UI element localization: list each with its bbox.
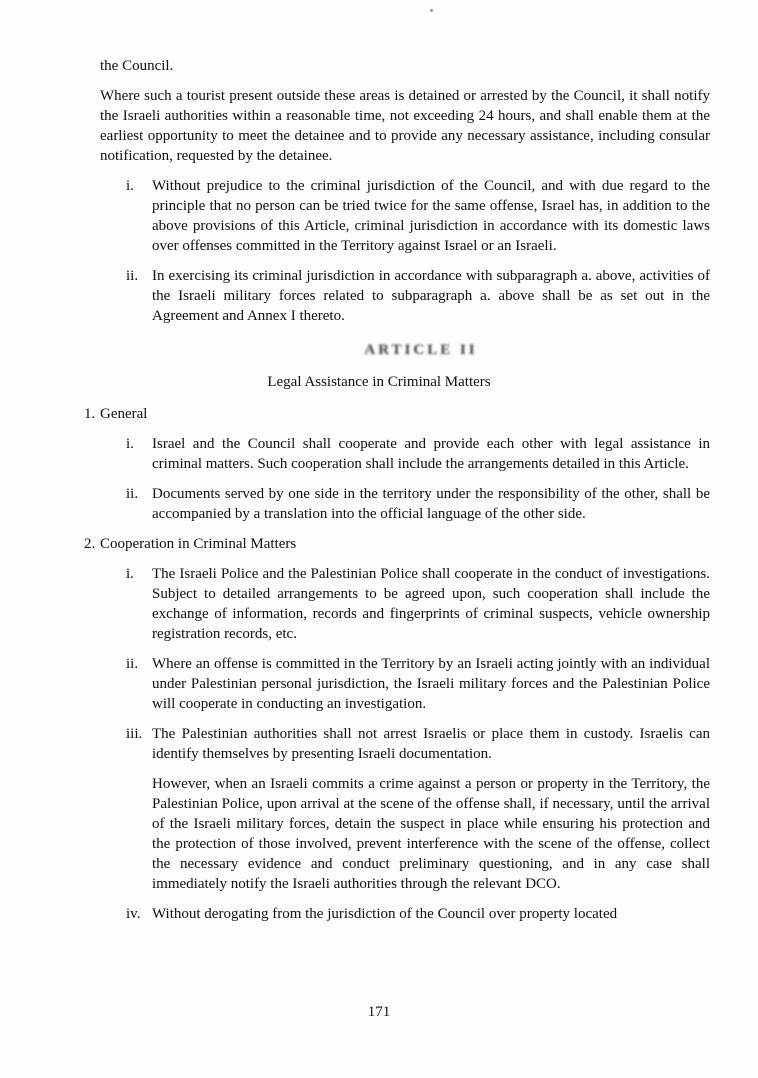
section-title: General — [100, 406, 148, 422]
list-item-text: Where an offense is committed in the Territory by an Israeli acting jointly with an individual under Palestinian personal jurisdiction, the Israeli military forces and the Palestinian Police will cooperate in conducting an investigation. — [152, 656, 710, 712]
list-item-text: Documents served by one side in the territory under the responsibility of the other, shall be accompanied by a translation into the official language of the other side. — [152, 486, 710, 522]
list-marker: ii. — [126, 268, 139, 284]
list-item-text: In exercising its criminal jurisdiction in accordance with subparagraph a. above, activities of the Israeli military forces related to subparagraph a. above shall be as set out in the Agreement and Annex I thereto. — [152, 268, 710, 324]
section-number: 1. — [84, 406, 96, 422]
section-1-heading — [84, 404, 710, 424]
list-item-sub-ii — [100, 266, 710, 326]
list-item-sub-i — [100, 176, 710, 256]
page-number: 171 — [367, 1004, 391, 1020]
section-2-heading — [84, 534, 710, 554]
carryover-fragment: the Council. — [100, 58, 174, 74]
list-item-2-ii — [100, 654, 710, 714]
article-title: Legal Assistance in Criminal Matters — [267, 374, 491, 390]
list-item-1-ii — [100, 484, 710, 524]
list-marker: i. — [126, 178, 134, 194]
list-item-text: Without prejudice to the criminal jurisdiction of the Council, and with due regard to the principle that no person can be tried twice for the same offense, Israel has, in addition to the above provisions of this Article, criminal jurisdiction in accordance with its domestic laws over offenses committed in the Territory against Israel or an Israeli. — [152, 178, 710, 254]
list-item-text: Without derogating from the jurisdiction of the Council over property located — [152, 906, 618, 922]
list-marker: i. — [126, 566, 134, 582]
scan-speck — [430, 9, 433, 12]
list-item-text: The Israeli Police and the Palestinian Police shall cooperate in the conduct of investigations. Subject to detailed arrangements to be agreed upon, such cooperation shall include the exchange of information, records and fingerprints of criminal suspects, vehicle ownership registration records, etc. — [152, 566, 710, 642]
list-marker: iv. — [126, 906, 141, 922]
list-item-2-iv — [100, 904, 710, 924]
list-item-text: Israel and the Council shall cooperate and provide each other with legal assistance in criminal matters. Such cooperation shall include the arrangements detailed in this Article. — [152, 436, 710, 472]
list-marker: i. — [126, 436, 134, 452]
section-number: 2. — [84, 536, 96, 552]
list-marker: ii. — [126, 486, 139, 502]
list-item-2-iii-continuation: However, when an Israeli commits a crime against a person or property in the Territory, the Palestinian Police, upon arrival at the scene of the offense shall, if necessary, until the arrival of the Israeli military forces, detain the suspect in place while ensuring his protection and the protection of those involved, prevent interference with the scene of the offense, collect the necessary evidence and conduct preliminary questioning, and in any case shall immediately notify the Israeli authorities through the relevant DCO. — [152, 776, 710, 892]
section-title: Cooperation in Criminal Matters — [100, 536, 297, 552]
list-item-1-i — [100, 434, 710, 474]
list-item-2-i — [100, 564, 710, 644]
list-marker: iii. — [126, 726, 143, 742]
paragraph-tourist-detention: Where such a tourist present outside these areas is detained or arrested by the Council, it shall notify the Israeli authorities within a reasonable time, not exceeding 24 hours, and shall enable them at the earliest opportunity to meet the detainee and to provide any necessary assistance, including consular notification, requested by the detainee. — [100, 88, 710, 164]
list-item-2-iii — [100, 724, 710, 764]
list-marker: ii. — [126, 656, 139, 672]
list-item-text: The Palestinian authorities shall not arrest Israelis or place them in custody. Israelis can identify themselves by presenting Israeli documentation. — [152, 726, 710, 762]
article-number-heading: ARTICLE II — [364, 342, 478, 358]
